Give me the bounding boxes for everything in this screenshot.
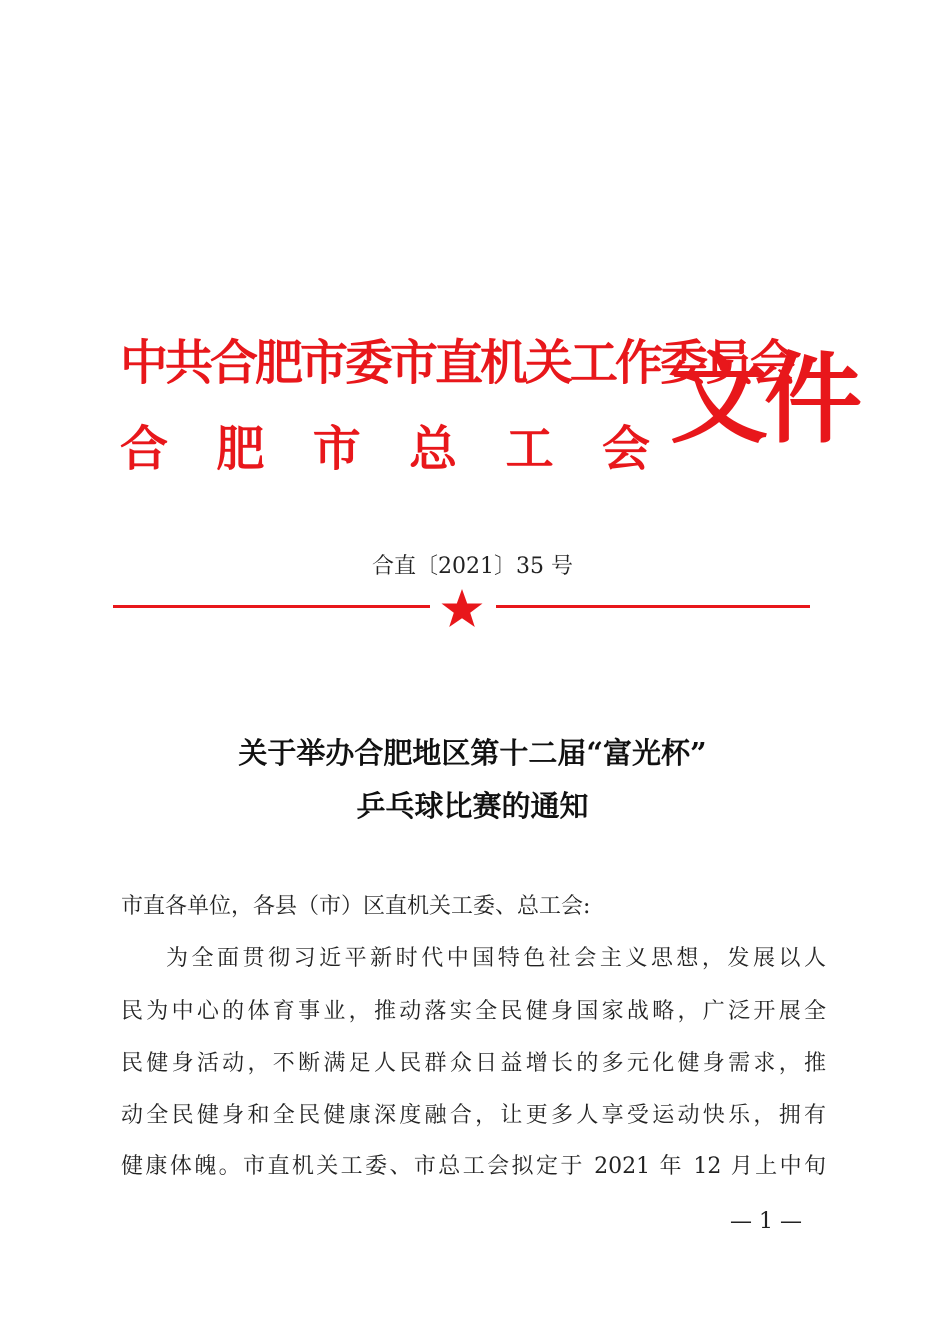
org-char: 市 [312, 421, 361, 477]
org-name-trade-union [120, 416, 650, 482]
document-number: 合直〔2021〕35 号 [372, 554, 573, 579]
page-number: — 1 — [730, 1209, 802, 1234]
body-paragraph-line: 民为中心的体育事业，推动落实全民健身国家战略，广泛开展全 [121, 999, 826, 1024]
org-char: 会 [601, 421, 650, 477]
body-paragraph-line: 为全面贯彻习近平新时代中国特色社会主义思想，发展以人 [166, 946, 826, 971]
body-paragraph-line: 健康体魄。市直机关工委、市总工会拟定于 2021 年 12 月上中旬 [121, 1154, 826, 1179]
org-char: 总 [409, 421, 458, 477]
org-char: 工 [505, 421, 554, 477]
body-paragraph-line: 民健身活动，不断满足人民群众日益增长的多元化健身需求，推 [121, 1051, 826, 1076]
red-divider-left [113, 605, 430, 608]
org-char: 肥 [216, 421, 265, 477]
body-paragraph-line: 动全民健身和全民健康深度融合，让更多人享受运动快乐，拥有 [121, 1103, 826, 1128]
org-char: 合 [120, 421, 169, 477]
red-star-icon [440, 588, 484, 628]
salutation: 市直各单位，各县（市）区直机关工委、总工会: [121, 894, 591, 919]
org-name-party-committee: 中共合肥市委市直机关工作委员会 [120, 335, 796, 391]
document-title-line-1: 关于举办合肥地区第十二届“富光杯” [238, 736, 707, 770]
document-title-line-2: 乒乓球比赛的通知 [356, 789, 589, 823]
document-word: 文件 [670, 343, 859, 457]
red-divider-right [496, 605, 810, 608]
